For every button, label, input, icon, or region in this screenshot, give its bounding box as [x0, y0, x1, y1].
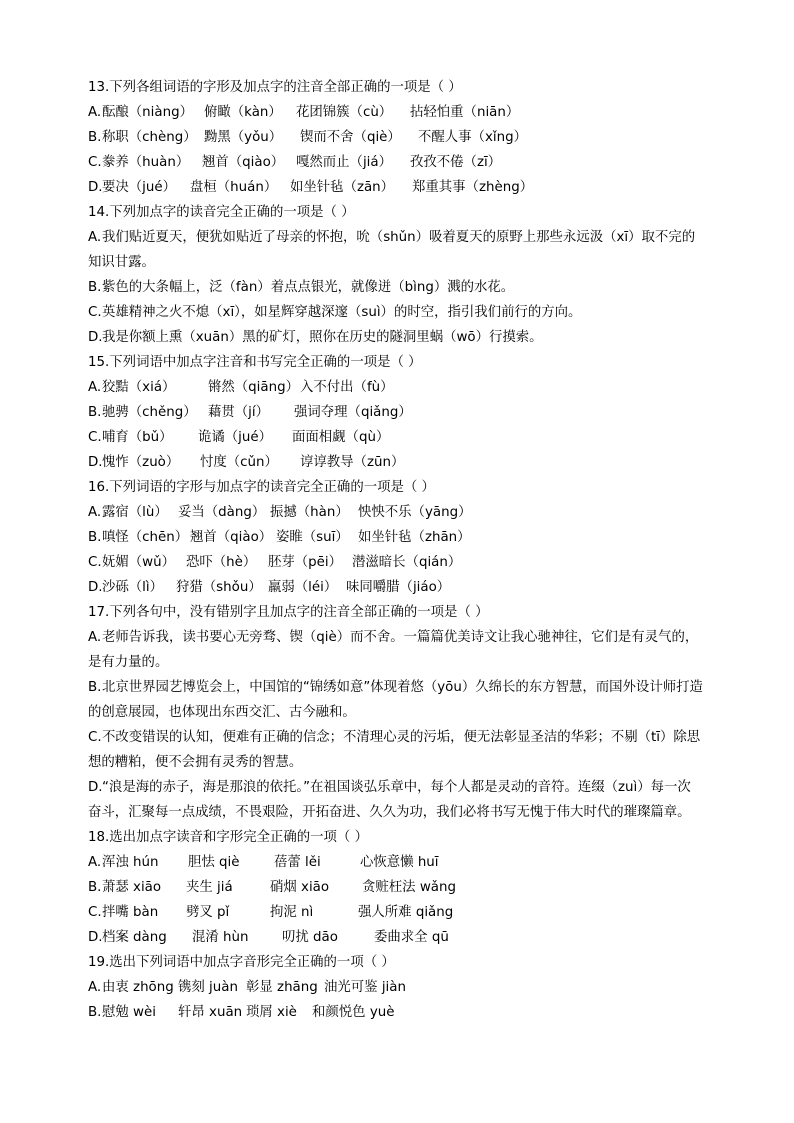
option-letter: A.	[88, 105, 102, 120]
option-text: 英雄精神之火不熄（xī），如星辉穿越深邃（suì）的时空，指引我们前行的方向。	[102, 305, 582, 320]
option-letter: C.	[88, 905, 102, 920]
option-text-continued	[88, 754, 302, 772]
option-item: 孜孜不倦（zī）	[410, 155, 502, 170]
option-item: 胚芽（pēi）	[268, 555, 343, 570]
option-item: 哺育（bǔ）	[102, 430, 173, 445]
option-item: 驰骋（chěng）	[102, 405, 197, 420]
option-item: 心恢意懒 huī	[360, 855, 439, 870]
option-item: 忖度（cǔn）	[200, 455, 278, 470]
option-item: 味同嚼腊（jiáo）	[346, 580, 451, 595]
option-letter: A.	[88, 630, 102, 645]
option-item: 盘桓（huán）	[190, 180, 278, 195]
option-letter: D.	[88, 930, 103, 945]
option-item: 夹生 jiá	[186, 880, 233, 895]
option-item: 强人所难 qiǎng	[358, 905, 454, 920]
option-item: 贪赃枉法 wǎng	[362, 880, 456, 895]
option-item: 拘泥 nì	[270, 905, 314, 920]
option-item: 彰显 zhāng	[246, 980, 318, 995]
option-item: 如坐针毡（zhān）	[358, 530, 471, 545]
option-item: 恐吓（hè）	[186, 555, 257, 570]
option-item: 委曲求全 qū	[374, 930, 449, 945]
option-item: 浑浊 hún	[102, 855, 159, 870]
option-letter: D.	[88, 580, 103, 595]
option-item: 胆怯 qiè	[188, 855, 240, 870]
option-item: 不醒人事（xǐng）	[418, 130, 527, 145]
option-item: 藉贯（jí）	[208, 405, 270, 420]
option-letter: C.	[88, 555, 102, 570]
question-16-stem: 16.下列词语的字形与加点字的读音完全正确的一项是（ ）	[88, 480, 435, 495]
option-letter: C.	[88, 155, 102, 170]
question-15-stem: 15.下列词语中加点字注音和书写完全正确的一项是（ ）	[88, 355, 422, 370]
option-text: 想的糟粕，便不会拥有灵秀的智慧。	[88, 755, 303, 770]
option-text: 紫色的大条幅上，泛（fàn）着点点银光，就像迸（bìng）溅的水花。	[102, 280, 515, 295]
option-letter: B.	[88, 1005, 102, 1020]
option-text-continued	[88, 654, 168, 672]
option-text: 我是你额上熏（xuān）黑的矿灯，照你在历史的隧洞里蜗（wō）行摸索。	[102, 330, 543, 345]
option-letter: B.	[88, 880, 102, 895]
option-item: 狩猎（shǒu）	[176, 580, 262, 595]
question-stem	[88, 479, 435, 497]
question-stem	[88, 604, 489, 622]
option-letter: C.	[88, 430, 102, 445]
option-item: 黝黑（yǒu）	[204, 130, 283, 145]
option-item: 蓓蕾 lěi	[274, 855, 321, 870]
question-stem	[88, 204, 355, 222]
option-item: 劈叉 pǐ	[186, 905, 230, 920]
option-letter: B.	[88, 130, 102, 145]
option-item: 妥当（dàng）	[178, 505, 266, 520]
option-item: 姿睢（suī）	[276, 530, 349, 545]
option-item: 酝酿（niàng）	[102, 105, 193, 120]
option-item: 慰勉 wèi	[102, 1005, 156, 1020]
option-item: 怏怏不乐（yāng）	[358, 505, 472, 520]
option-item: 叨扰 dāo	[282, 930, 338, 945]
option-letter: D.	[88, 780, 103, 795]
option-item: 拌嘴 bàn	[102, 905, 159, 920]
option-text-continued	[88, 254, 155, 272]
option-item: 狡黠（xiá）	[102, 380, 176, 395]
option-item: 嘎然而止（jiá）	[296, 155, 392, 170]
option-item: 入不付出（fù）	[300, 380, 394, 395]
option-text: 北京世界园艺博览会上，中国馆的“锦绣如意”体现着悠（yōu）久绵长的东方智慧，而国外设计师打造	[102, 680, 703, 695]
option-letter: A.	[88, 230, 102, 245]
option-letter: D.	[88, 330, 103, 345]
question-18-stem: 18.选出加点字读音和字形完全正确的一项（ ）	[88, 830, 368, 845]
option-item: 锵然（qiāng）	[208, 380, 299, 395]
option-item: 硝烟 xiāo	[270, 880, 330, 895]
option-item: 称职（chèng）	[102, 130, 197, 145]
option-letter: D.	[88, 180, 103, 195]
option-item: 和颜悦色 yuè	[312, 1005, 395, 1020]
option-letter: B.	[88, 280, 102, 295]
option-item: 萧瑟 xiāo	[102, 880, 162, 895]
option-item: 俯瞰（kàn）	[204, 105, 282, 120]
question-stem	[88, 79, 462, 97]
option-item: 花团锦簇（cù）	[296, 105, 393, 120]
option-item: 振撼（hàn）	[270, 505, 349, 520]
option-text-continued	[88, 804, 691, 822]
option-item: 诡谲（jué）	[198, 430, 273, 445]
question-stem	[88, 354, 422, 372]
option-text: 知识甘露。	[88, 255, 155, 270]
question-19-stem: 19.选出下列词语中加点字音形完全正确的一项（ ）	[88, 955, 395, 970]
option-item: 翘首（qiào）	[202, 155, 285, 170]
option-item: 潜滋暗长（qián）	[352, 555, 462, 570]
option-text: 的创意展园，也体现出东西交汇、古今融和。	[88, 705, 356, 720]
option-letter: C.	[88, 730, 102, 745]
option-item: 镌刻 juàn	[178, 980, 238, 995]
option-item: 档案 dàng	[102, 930, 167, 945]
option-item: 锲而不舍（qiè）	[300, 130, 401, 145]
option-text: 老师告诉我，读书要心无旁骛、锲（qiè）而不舍。一篇篇优美诗文让我心驰神往，它们是有灵气的，	[102, 630, 699, 645]
option-item: 妩媚（wǔ）	[102, 555, 176, 570]
option-item: 露宿（lù）	[102, 505, 168, 520]
option-item: 油光可鉴 jiàn	[324, 980, 406, 995]
option-item: 如坐针毡（zān）	[290, 180, 395, 195]
question-stem	[88, 829, 368, 847]
option-text: 不改变错误的认知，便难有正确的信念；不清理心灵的污垢，便无法彰显圣洁的华彩；不剔（tī）除思	[102, 730, 701, 745]
option-text: 我们贴近夏天，便犹如贴近了母亲的怀抱，吮（shǔn）吸着夏天的原野上那些永远汲（xī）取不完的	[102, 230, 696, 245]
question-13-stem: 13.下列各组词语的字形及加点字的注音全部正确的一项是（ ）	[88, 80, 462, 95]
option-item: 沙砾（lì）	[102, 580, 164, 595]
option-item: 谆谆教导（zūn）	[300, 455, 405, 470]
option-letter: A.	[88, 855, 102, 870]
option-item: 要决（jué）	[102, 180, 177, 195]
option-item: 嗔怪（chēn）	[102, 530, 189, 545]
option-letter: D.	[88, 455, 103, 470]
option-letter: B.	[88, 405, 102, 420]
option-letter: B.	[88, 530, 102, 545]
option-item: 郑重其事（zhèng）	[412, 180, 534, 195]
option-item: 由衷 zhōng	[102, 980, 174, 995]
option-item: 愧怍（zuò）	[102, 455, 180, 470]
option-letter: A.	[88, 380, 102, 395]
option-text: 是有力量的。	[88, 655, 169, 670]
option-item: 豢养（huàn）	[102, 155, 190, 170]
option-item: 混淆 hùn	[192, 930, 249, 945]
option-text-continued	[88, 704, 356, 722]
option-letter: B.	[88, 680, 102, 695]
option-item: 强词夺理（qiǎng）	[294, 405, 412, 420]
option-item: 拈轻怕重（niān）	[410, 105, 520, 120]
option-item: 面面相觑（qù）	[292, 430, 390, 445]
option-item: 翘首（qiào）	[190, 530, 273, 545]
option-text: 奋斗，汇聚每一点成绩，不畏艰险，开拓奋进、久久为功，我们必将书写无愧于伟大时代的璀璨篇章。	[88, 805, 691, 820]
option-letter: A.	[88, 980, 102, 995]
question-17-stem: 17.下列各句中，没有错别字且加点字的注音全部正确的一项是（ ）	[88, 605, 489, 620]
option-item: 轩昂 xuān	[178, 1005, 243, 1020]
question-14-stem: 14.下列加点字的读音完全正确的一项是（ ）	[88, 205, 355, 220]
option-item: 羸弱（léi）	[268, 580, 338, 595]
option-text: “浪是海的赤子，海是那浪的依托。”在祖国谈弘乐章中，每个人都是灵动的音符。连缀（zuì）每一次	[102, 780, 691, 795]
option-letter: C.	[88, 305, 102, 320]
option-letter: A.	[88, 505, 102, 520]
option-item: 琐屑 xiè	[246, 1005, 297, 1020]
question-stem	[88, 954, 395, 972]
